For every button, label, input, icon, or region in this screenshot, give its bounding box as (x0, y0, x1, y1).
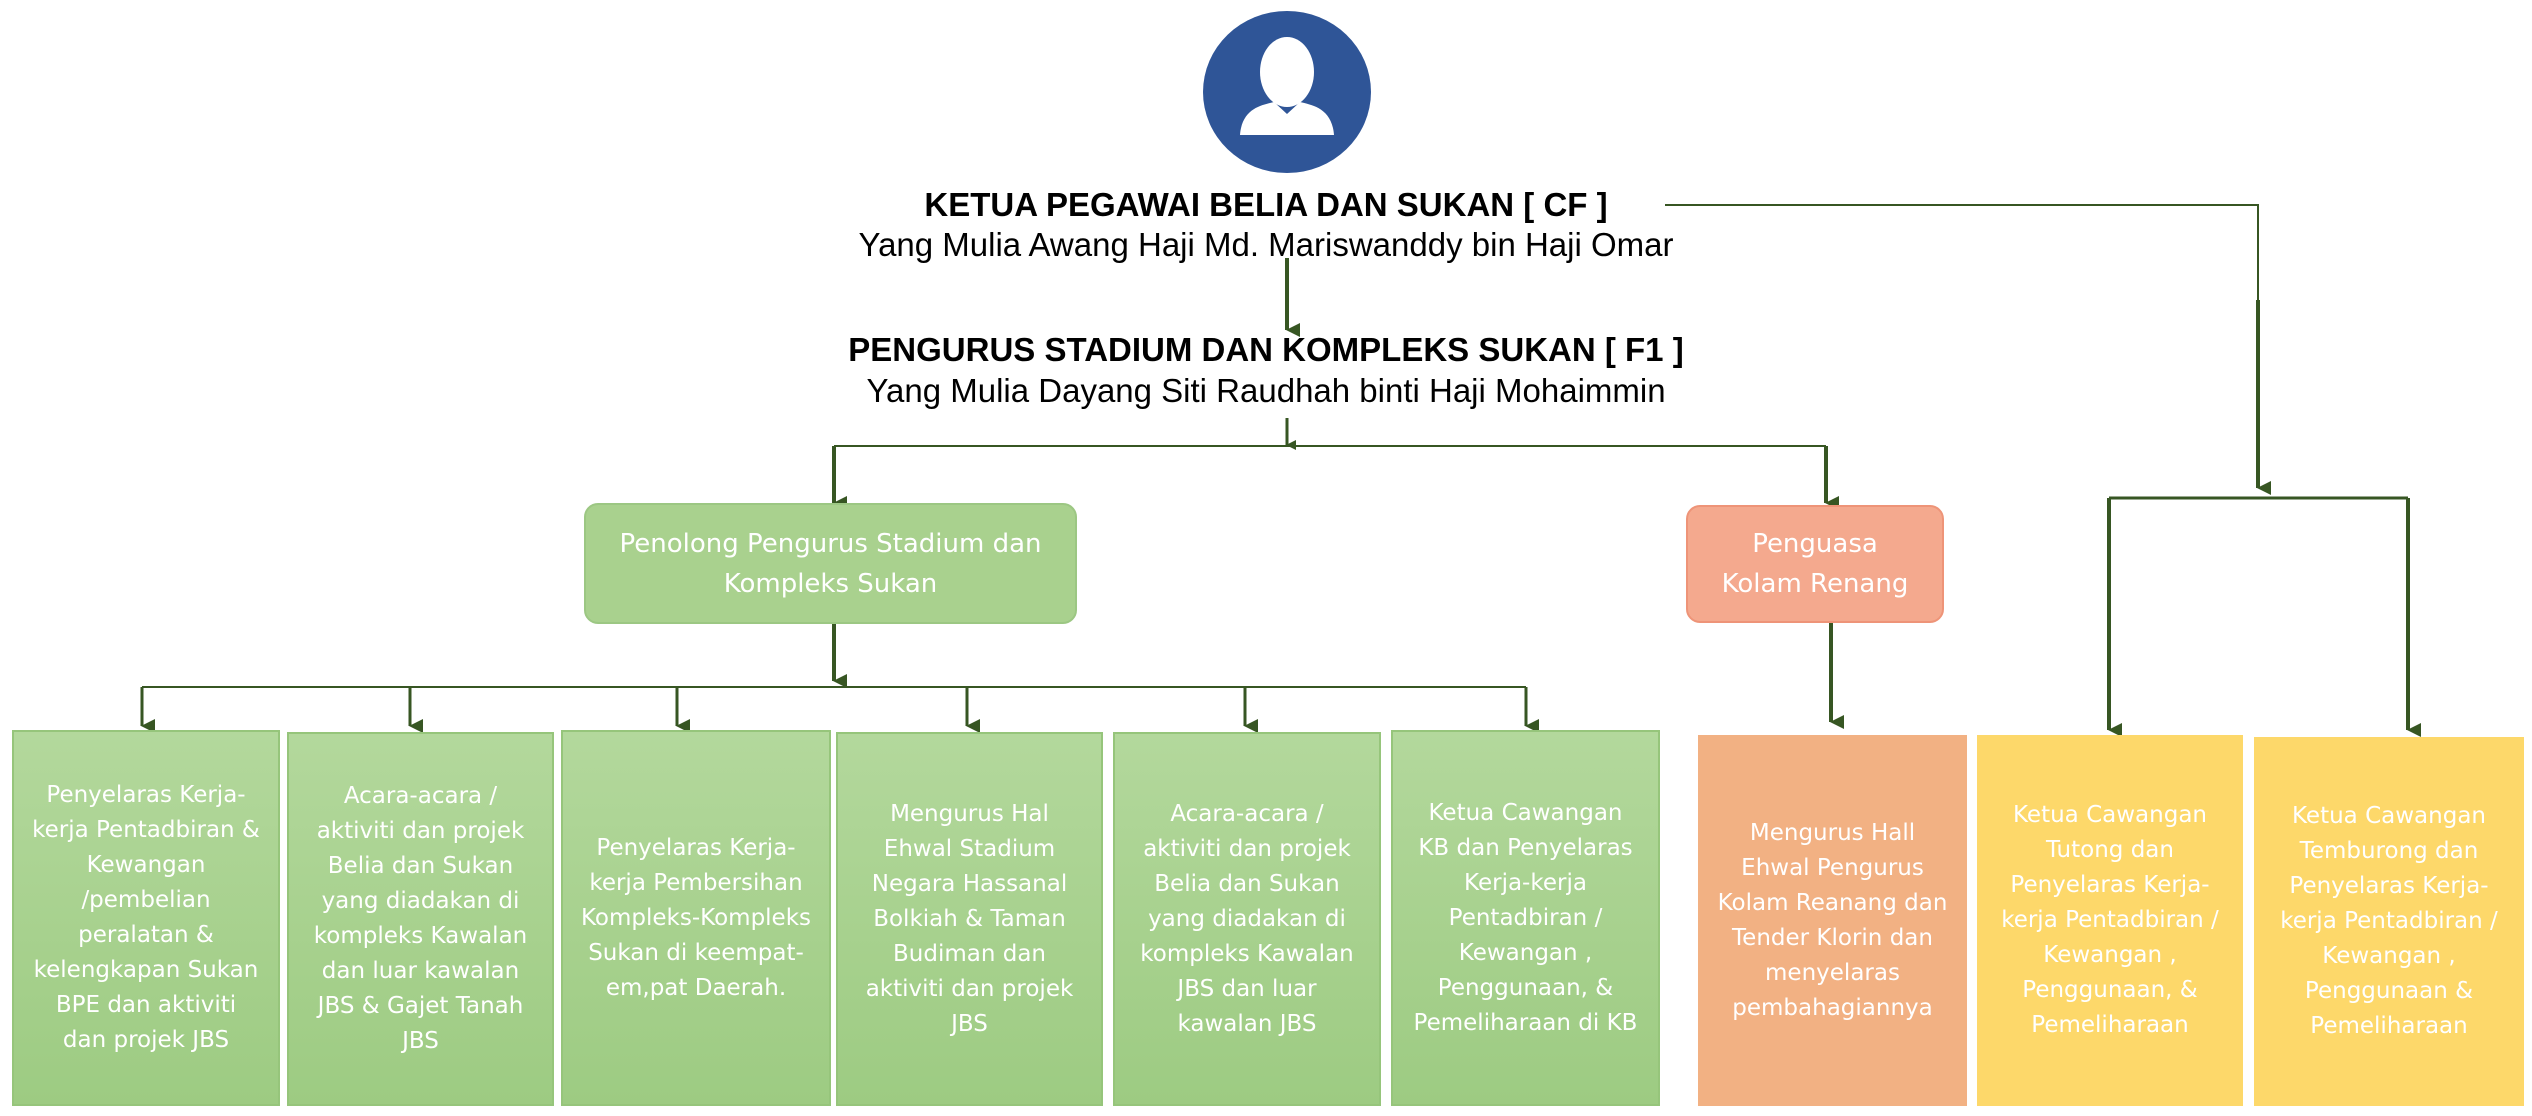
leaf-box: Mengurus Hal Ehwal Stadium Negara Hassanal Bolkiah & Taman Budiman dan aktiviti dan projek JBS (836, 732, 1103, 1106)
leaf-box: Acara-acara / aktiviti dan projek Belia dan Sukan yang diadakan di kompleks Kawalan JBS dan luar kawalan JBS (1113, 732, 1381, 1106)
district-leaf-box: Ketua Cawangan Temburong dan Penyelaras Kerja-kerja Pentadbiran / Kewangan , Penggunaan & Pemeliharaan (2254, 737, 2524, 1106)
leaf-box: Ketua Cawangan KB dan Penyelaras Kerja-kerja Pentadbiran / Kewangan , Penggunaan, & Pemeliharaan di KB (1391, 730, 1660, 1106)
avatar (1202, 10, 1372, 174)
manager-title: PENGURUS STADIUM DAN KOMPLEKS SUKAN [ F1 ] (848, 331, 1684, 368)
leaf-box: Penyelaras Kerja-kerja Pembersihan Kompleks-Kompleks Sukan di keempat-em,pat Daerah. (561, 730, 831, 1106)
pool-leaf-box: Mengurus Hall Ehwal Pengurus Kolam Reanang dan Tender Klorin dan menyelaras pembahagiannya (1698, 735, 1967, 1106)
district-leaf-box: Ketua Cawangan Tutong dan Penyelaras Kerja-kerja Pentadbiran / Kewangan , Penggunaan, & Pemeliharaan (1977, 735, 2243, 1106)
assistant-manager-box: Penolong Pengurus Stadium dan Kompleks Sukan (584, 503, 1077, 624)
pool-authority-box: Penguasa Kolam Renang (1686, 505, 1944, 623)
person-icon (1202, 10, 1372, 174)
manager-name: Yang Mulia Dayang Siti Raudhah binti Haji Mohaimmin (866, 372, 1666, 409)
leaf-box: Penyelaras Kerja-kerja Pentadbiran & Kewangan /pembelian peralatan & kelengkapan Sukan BPE dan aktiviti dan projek JBS (12, 730, 280, 1106)
chief-name: Yang Mulia Awang Haji Md. Mariswanddy bin Haji Omar (858, 226, 1674, 263)
chief-title: KETUA PEGAWAI BELIA DAN SUKAN [ CF ] (924, 186, 1608, 223)
leaf-box: Acara-acara / aktiviti dan projek Belia dan Sukan yang diadakan di kompleks Kawalan dan luar kawalan JBS & Gajet Tanah JBS (287, 732, 554, 1106)
